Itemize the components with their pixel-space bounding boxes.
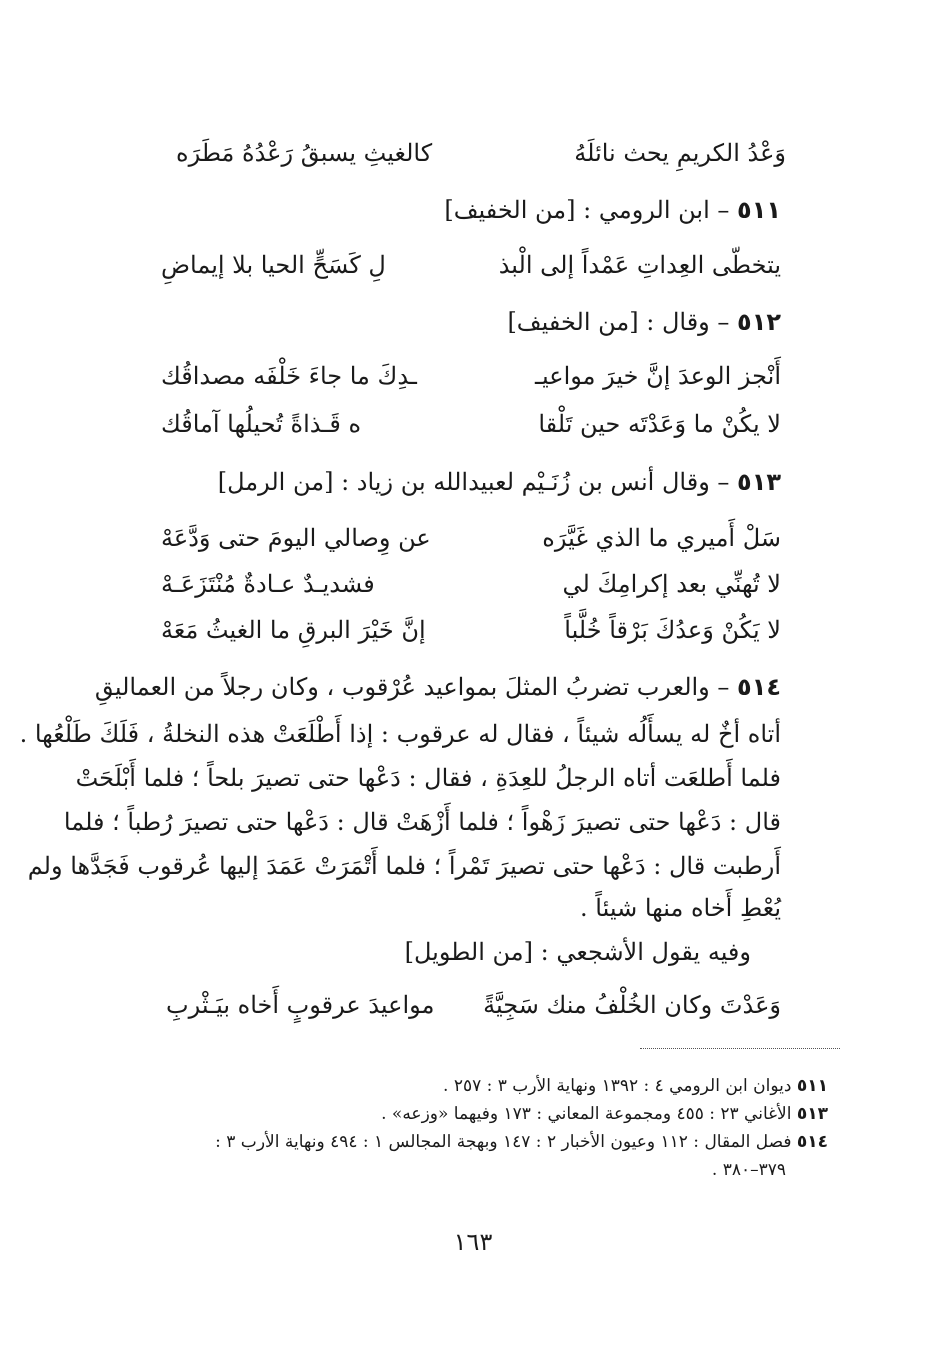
entry-heading-512 <box>507 302 781 342</box>
verse-hemistich-second: كالغيثِ يسبقُ رَعْدُهُ مَطَرَه <box>176 139 433 167</box>
footnote-text: ديوان ابن الرومي ٤ : ١٣٩٢ ونهاية الأرب ٣ : ٢٥٧ . <box>443 1076 792 1096</box>
footnote-text: الأغاني ٢٣ : ٤٥٥ ومجموعة المعاني : ١٧٣ وفيهما «وزعه» . <box>381 1104 792 1124</box>
verse-hemistich-first: أَنْجز الوعدَ إنَّ خيرَ مواعيـ <box>534 362 781 390</box>
footnote-separator <box>640 1048 840 1049</box>
verse-hemistich-first: لا تُهنِّي بعد إكرامِكَ لي <box>562 570 781 598</box>
prose-line: أتاه أخٌ له يسأَلُه شيئاً ، فقال له عرقوب : إذا أَطْلَعَتْ هذه النخلةُ ، فَلَكَ طَلْعُها . <box>19 720 781 748</box>
verse-line <box>146 133 786 173</box>
prose-line: فلما أَطلعَت أتاه الرجلُ للعِدَةِ ، فقال : دَعْها حتى تصيرَ بلحاً ؛ فلما أَبْلَحَتْ <box>75 764 781 792</box>
verse-hemistich-second: فشديـدٌ عـادةٌ مُنْتَزَعَـهْ <box>161 570 375 598</box>
verse-hemistich-second: عن وِصالي اليومَ حتى وَدَّعَهْ <box>161 524 431 552</box>
prose-line: يُعْطِ أَخاه منها شيئاً . <box>580 894 781 922</box>
verse-hemistich-second: ه قَـذاةً تُحيلُها آماقُك <box>161 410 362 438</box>
verse-hemistich-first: وَعْدُ الكريمِ يحث نائلَهُ <box>574 139 786 167</box>
entry-intro-secondary: وفيه يقول الأشجعي : [من الطويل] <box>404 938 751 966</box>
page-number: ١٦٣ <box>453 1228 493 1256</box>
verse-hemistich-first: سَلْ أَميري ما الذي غَيَّرَه <box>542 524 781 552</box>
entry-number: ٥١٣ <box>737 468 781 496</box>
footnote <box>215 1129 828 1155</box>
entry-number: ٥١١ <box>737 196 781 224</box>
verse-hemistich-second: مواعيدَ عرقوبٍ أَخاه بيَـثْربِ <box>166 991 435 1019</box>
verse-hemistich-second: لِ كَسَحٍّ الحيا بلا إيماضِ <box>161 251 386 279</box>
entry-intro: – وقال : [من الخفيف] <box>507 308 730 336</box>
footnote-number: ٥١٣ <box>796 1104 828 1124</box>
verse-line <box>161 356 781 396</box>
verse-line <box>161 245 781 285</box>
entry-heading-511 <box>444 190 781 230</box>
verse-hemistich-first: لا يكُنْ ما وَعَدْتَه حين تَلْقا <box>538 410 781 438</box>
prose-text: – والعرب تضربُ المثلَ بمواعيد عُرْقوب ، وكان رجلاً من العماليقِ <box>94 673 730 701</box>
verse-hemistich-second: إنَّ خَيْرَ البرقِ ما الغيثُ مَعَهْ <box>161 616 426 644</box>
verse-line <box>161 518 781 558</box>
footnote <box>381 1101 828 1127</box>
footnote-text: فصل المقال : ١١٢ وعيون الأخبار ٢ : ١٤٧ وبهجة المجالس ١ : ٤٩٤ ونهاية الأرب ٣ : <box>215 1132 792 1152</box>
footnote <box>443 1073 828 1099</box>
footnote-number: ٥١٤ <box>796 1132 828 1152</box>
verse-line <box>161 404 781 444</box>
footnote-text: ٣٧٩–٣٨٠ . <box>711 1160 786 1180</box>
entry-number: ٥١٤ <box>737 673 781 701</box>
footnote-number: ٥١١ <box>796 1076 828 1096</box>
verse-hemistich-first: وَعَدْتَ وكان الخُلْفُ منك سَجِيَّةً <box>483 991 781 1019</box>
verse-line <box>161 610 781 650</box>
verse-line <box>166 985 781 1025</box>
entry-heading-513 <box>218 462 781 502</box>
footnote-continuation <box>712 1157 786 1183</box>
entry-number: ٥١٢ <box>737 308 781 336</box>
entry-intro: – وقال أنس بن زُنَـيْم لعبيدالله بن زياد : [من الرمل] <box>217 468 730 496</box>
prose-line: قال : دَعْها حتى تصيرَ زَهْواً ؛ فلما أَزْهَتْ قال : دَعْها حتى تصيرَ رُطباً ؛ فلما <box>63 808 781 836</box>
verse-hemistich-second: ـدِكَ ما جاءَ خَلْفَه مصداقُك <box>161 362 417 390</box>
entry-intro: – ابن الرومي : [من الخفيف] <box>444 196 730 224</box>
prose-line: أَرطبت قال : دَعْها حتى تصيرَ تَمْراً ؛ فلما أَتْمَرَتْ عَمَدَ إليها عُرقوب فَجَدَّها ولم <box>27 852 781 880</box>
verse-hemistich-first: لا يَكُنْ وَعدُكَ بَرْقاً خُلَّباً <box>564 616 781 644</box>
verse-line <box>161 564 781 604</box>
verse-hemistich-first: يتخطّى العِداتِ عَمْداً إلى الْبذ <box>498 251 781 279</box>
prose-line <box>95 667 781 707</box>
